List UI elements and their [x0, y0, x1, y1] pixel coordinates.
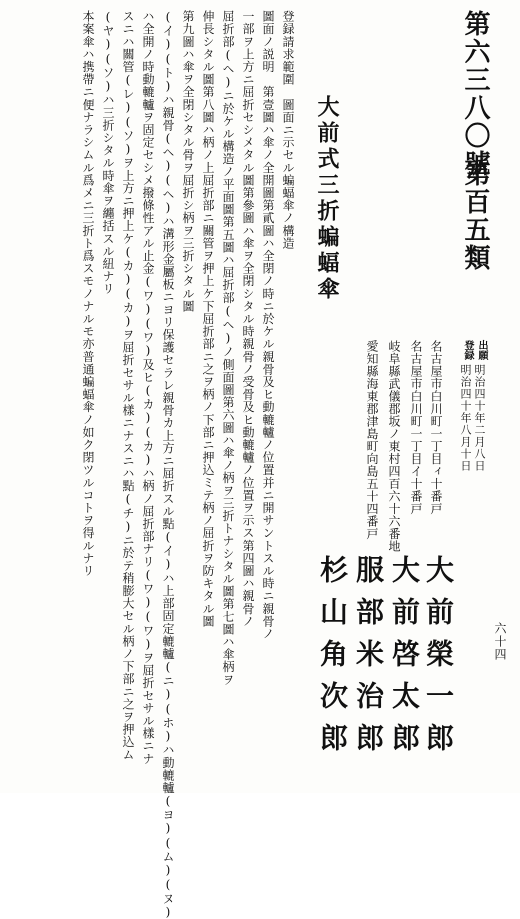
invention-title: 大前式三折蝙蝠傘 — [314, 95, 340, 303]
address-2: 名古屋市白川町一丁目イ十番戸 — [409, 340, 423, 515]
applicant-3: 服部米治郎 — [352, 555, 385, 765]
applicant-1: 大前榮一郎 — [422, 555, 455, 765]
class-number: 第百五類 — [460, 160, 490, 272]
body-line: 伸長シタル圖第八圖ハ柄ノ上屈折部ニ關管ヲ押上ケ下屈折部ニ之ヲ柄ノ下部ニ押込ミテ柄ノ屈折ヲ防キタル圖 — [201, 10, 215, 628]
applicant-2: 大前啓太郎 — [388, 555, 421, 765]
body-line: 一部ヲ上方ニ屈折セシメタル圖第參圖ハ傘ヲ全閉シタル時親骨ノ受骨及ヒ動轆轤ノ位置ヲ示ス第四圖ハ親骨ノ — [241, 10, 255, 628]
address-3: 岐阜縣武儀郡坂ノ東村四百六十六番地 — [387, 340, 401, 553]
body-line: 本案傘ハ携帶ニ便ナラシムル爲メニ三折ト爲スモノナルモ亦普通蝙蝠傘ノ如ク閉ツルコトヲ得ルナリ — [81, 10, 95, 577]
applicant-4: 杉山角次郎 — [316, 555, 349, 765]
body-line: (ヤ)(ソ)ハ三折シタル時傘ヲ纏括スル紐ナリ — [101, 10, 115, 296]
body-line: スニハ關管(レ)(ソ)ヲ上方ニ押上ケ(カ)(カ)ヲ屈折セサル樣ニナスニハ點(チ)ニ於テ稍膨大セル柄ノ下部ニ之ヲ押込ム — [121, 10, 135, 761]
body-line: (イ)(ト)ハ親骨(ヘ)(ヘ)ハ溝形金屬板ニヨリ保護セラレ親骨カ上方ニ屈折スル點(イ)ハ上部固定轆轤(ニ)(ホ)ハ動轆轤(ヨ)(ム)(ヌ) — [161, 10, 175, 919]
register-date: 明治四十年八月十日 — [459, 364, 472, 472]
body-line: 登録請求範圍 圖面ニ示セル蝙蝠傘ノ構造 — [281, 10, 295, 250]
apply-date: 明治四十年二月八日 — [473, 364, 486, 472]
address-4: 愛知縣海東郡津島町向島五十四番戸 — [365, 340, 379, 540]
apply-label: 出願 — [476, 340, 487, 360]
body-line: 第九圖ハ傘ヲ全閉シタル骨ヲ屈折シ柄ヲ三折シタル圖 — [181, 10, 195, 313]
body-line: ハ全開ノ時動轆轤ヲ固定セシメ撥條性アル止金(ワ)(ワ)及ヒ(カ)(カ)ハ柄ノ屈折部ナリ(ワ)(ワ)ヲ屈折セサル樣ニナ — [141, 10, 155, 765]
body-line: 圖面ノ説明 第壹圖ハ傘ノ全開圖第貳圖ハ全閉ノ時ニ於ケル親骨及ヒ動轆轤ノ位置并ニ開サントスル時ニ親骨ノ — [261, 10, 275, 640]
body-line: 屈折部(ヘ)ニ於ケル構造ノ平面圖第五圖ハ屈折部(ヘ)ノ側面圖第六圖ハ傘ノ柄ヲ三折トナシタル圖第七圖ハ傘柄ヲ — [221, 10, 235, 686]
address-1: 名古屋市白川町一丁目ィ十番戸 — [429, 340, 443, 515]
patent-number: 第六三八〇號 — [460, 10, 490, 178]
register-label: 登録 — [462, 340, 473, 360]
folio-number: 六十四 — [493, 622, 507, 661]
